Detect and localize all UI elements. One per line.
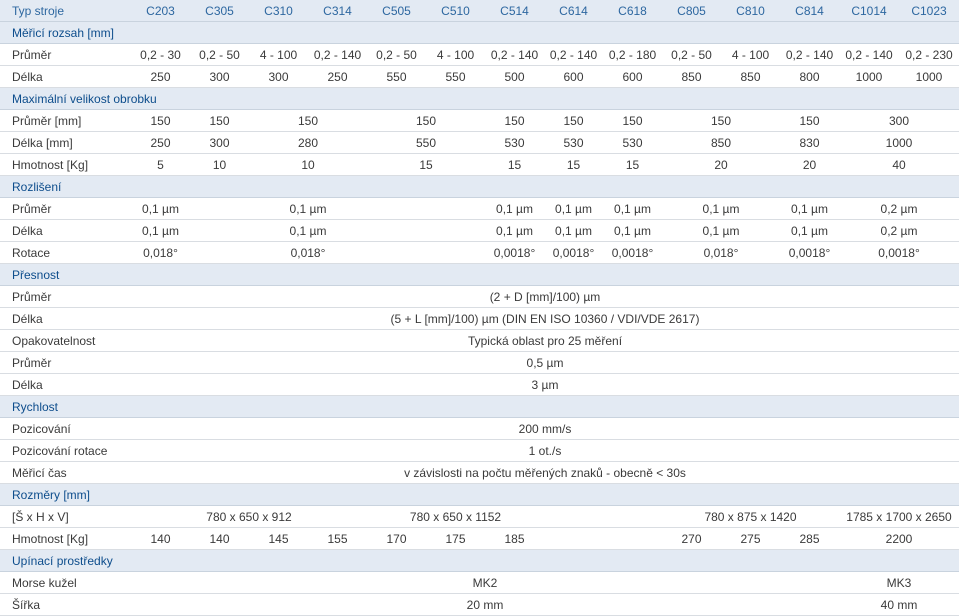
value-cell: 10 bbox=[190, 154, 249, 176]
value-cell: 185 bbox=[485, 528, 544, 550]
value-cell: 1 ot./s bbox=[131, 440, 959, 462]
value-cell: 0,5 µm bbox=[131, 352, 959, 374]
value-cell: 145 bbox=[249, 528, 308, 550]
value-cell: 200 mm/s bbox=[131, 418, 959, 440]
value-cell: 0,1 µm bbox=[249, 220, 367, 242]
value-cell: 850 bbox=[662, 66, 721, 88]
header-model-c514: C514 bbox=[485, 0, 544, 22]
value-cell: 850 bbox=[721, 66, 780, 88]
empty-cell bbox=[367, 198, 485, 220]
table-row-pozicovani bbox=[0, 418, 959, 440]
value-cell: 150 bbox=[190, 110, 249, 132]
value-cell: 155 bbox=[308, 528, 367, 550]
value-cell: 40 mm bbox=[839, 594, 959, 616]
value-cell: 20 mm bbox=[131, 594, 839, 616]
value-cell: 4 - 100 bbox=[249, 44, 308, 66]
value-cell: 150 bbox=[603, 110, 662, 132]
value-cell: 1785 x 1700 x 2650 bbox=[839, 506, 959, 528]
value-cell: 0,2 - 180 bbox=[603, 44, 662, 66]
value-cell: 0,2 - 140 bbox=[308, 44, 367, 66]
value-cell: 0,1 µm bbox=[603, 198, 662, 220]
table-row-prumer bbox=[0, 44, 959, 66]
table-row-opakovatelnost bbox=[0, 330, 959, 352]
value-cell: 140 bbox=[190, 528, 249, 550]
value-cell: 15 bbox=[603, 154, 662, 176]
header-model-c505: C505 bbox=[367, 0, 426, 22]
value-cell: 5 bbox=[131, 154, 190, 176]
value-cell: 3 µm bbox=[131, 374, 959, 396]
row-label: Opakovatelnost bbox=[0, 330, 131, 352]
header-model-c203: C203 bbox=[131, 0, 190, 22]
value-cell: v závislosti na počtu měřených znaků - obecně < 30s bbox=[131, 462, 959, 484]
section-row-rozliseni bbox=[0, 176, 959, 198]
row-label: Šířka bbox=[0, 594, 131, 616]
row-label: Délka bbox=[0, 66, 131, 88]
header-model-c314: C314 bbox=[308, 0, 367, 22]
header-machine-type: Typ stroje bbox=[0, 0, 131, 22]
table-row-delka-mm bbox=[0, 132, 959, 154]
table-row-rotace bbox=[0, 242, 959, 264]
table-row-delka bbox=[0, 374, 959, 396]
value-cell: 250 bbox=[131, 66, 190, 88]
value-cell: 600 bbox=[603, 66, 662, 88]
table-row-prumer-mm bbox=[0, 110, 959, 132]
section-row-merici-rozsah-mm bbox=[0, 22, 959, 44]
empty-cell bbox=[544, 528, 603, 550]
value-cell: 1000 bbox=[899, 66, 959, 88]
value-cell: 300 bbox=[190, 132, 249, 154]
value-cell: 270 bbox=[662, 528, 721, 550]
value-cell: MK3 bbox=[839, 572, 959, 594]
value-cell: 150 bbox=[249, 110, 367, 132]
value-cell: 280 bbox=[249, 132, 367, 154]
value-cell: 0,2 µm bbox=[839, 220, 959, 242]
value-cell: 0,018° bbox=[249, 242, 367, 264]
header-model-c305: C305 bbox=[190, 0, 249, 22]
empty-cell bbox=[603, 528, 662, 550]
table-row-morse-kuzel bbox=[0, 572, 959, 594]
value-cell: 0,1 µm bbox=[780, 220, 839, 242]
value-cell: 1000 bbox=[839, 132, 959, 154]
section-title: Rozměry [mm] bbox=[0, 484, 959, 506]
header-model-c810: C810 bbox=[721, 0, 780, 22]
value-cell: 10 bbox=[249, 154, 367, 176]
value-cell: 600 bbox=[544, 66, 603, 88]
value-cell: 285 bbox=[780, 528, 839, 550]
table-row-hmotnost-kg bbox=[0, 528, 959, 550]
row-label: Hmotnost [Kg] bbox=[0, 528, 131, 550]
value-cell: 0,2 - 140 bbox=[485, 44, 544, 66]
value-cell: 250 bbox=[131, 132, 190, 154]
section-title: Rychlost bbox=[0, 396, 959, 418]
row-label: Délka bbox=[0, 374, 131, 396]
section-title: Měřicí rozsah [mm] bbox=[0, 22, 959, 44]
value-cell: 0,2 - 230 bbox=[899, 44, 959, 66]
value-cell: 0,2 - 50 bbox=[662, 44, 721, 66]
value-cell: 0,2 - 140 bbox=[780, 44, 839, 66]
value-cell: 0,1 µm bbox=[131, 198, 190, 220]
value-cell: 550 bbox=[367, 132, 485, 154]
value-cell: (5 + L [mm]/100) µm (DIN EN ISO 10360 / VDI/VDE 2617) bbox=[131, 308, 959, 330]
value-cell: 150 bbox=[485, 110, 544, 132]
value-cell: 20 bbox=[662, 154, 780, 176]
value-cell: 0,1 µm bbox=[662, 220, 780, 242]
section-row-upinaci-prostredky bbox=[0, 550, 959, 572]
row-label: Průměr bbox=[0, 44, 131, 66]
row-label: Průměr bbox=[0, 198, 131, 220]
empty-cell bbox=[367, 242, 485, 264]
value-cell: 0,2 µm bbox=[839, 198, 959, 220]
value-cell: 550 bbox=[426, 66, 485, 88]
row-label: Průměr bbox=[0, 286, 131, 308]
row-label: Pozicování bbox=[0, 418, 131, 440]
value-cell: 1000 bbox=[839, 66, 899, 88]
value-cell: 2200 bbox=[839, 528, 959, 550]
value-cell: 500 bbox=[485, 66, 544, 88]
value-cell: 0,2 - 140 bbox=[839, 44, 899, 66]
value-cell: 0,1 µm bbox=[131, 220, 190, 242]
table-row-prumer bbox=[0, 286, 959, 308]
table-row-hmotnost-kg bbox=[0, 154, 959, 176]
value-cell: 800 bbox=[780, 66, 839, 88]
value-cell: 0,018° bbox=[662, 242, 780, 264]
value-cell: 15 bbox=[367, 154, 485, 176]
value-cell: 300 bbox=[249, 66, 308, 88]
value-cell: 530 bbox=[485, 132, 544, 154]
row-label: Průměr bbox=[0, 352, 131, 374]
header-model-c805: C805 bbox=[662, 0, 721, 22]
value-cell: 0,2 - 50 bbox=[367, 44, 426, 66]
value-cell: 780 x 875 x 1420 bbox=[662, 506, 839, 528]
value-cell: 150 bbox=[662, 110, 780, 132]
value-cell: 15 bbox=[485, 154, 544, 176]
value-cell: 0,1 µm bbox=[780, 198, 839, 220]
value-cell: 830 bbox=[780, 132, 839, 154]
value-cell: 40 bbox=[839, 154, 959, 176]
value-cell: 0,1 µm bbox=[662, 198, 780, 220]
value-cell: 150 bbox=[131, 110, 190, 132]
table-row-merici-cas bbox=[0, 462, 959, 484]
row-label: Délka [mm] bbox=[0, 132, 131, 154]
header-row bbox=[0, 0, 959, 22]
section-title: Upínací prostředky bbox=[0, 550, 959, 572]
empty-cell bbox=[190, 242, 249, 264]
header-model-c614: C614 bbox=[544, 0, 603, 22]
value-cell: 780 x 650 x 1152 bbox=[367, 506, 544, 528]
value-cell: 0,1 µm bbox=[544, 220, 603, 242]
table-row-delka bbox=[0, 66, 959, 88]
value-cell: 300 bbox=[839, 110, 959, 132]
value-cell: 530 bbox=[603, 132, 662, 154]
value-cell: (2 + D [mm]/100) µm bbox=[131, 286, 959, 308]
value-cell: 0,1 µm bbox=[485, 220, 544, 242]
value-cell: 300 bbox=[190, 66, 249, 88]
table-row-delka bbox=[0, 308, 959, 330]
section-title: Maximální velikost obrobku bbox=[0, 88, 959, 110]
table-row-prumer bbox=[0, 352, 959, 374]
header-model-c1014: C1014 bbox=[839, 0, 899, 22]
table-row-s-x-h-x-v bbox=[0, 506, 959, 528]
value-cell: 0,018° bbox=[131, 242, 190, 264]
value-cell: 150 bbox=[780, 110, 839, 132]
value-cell: 530 bbox=[544, 132, 603, 154]
value-cell: MK2 bbox=[131, 572, 839, 594]
empty-cell bbox=[190, 220, 249, 242]
value-cell: 0,0018° bbox=[603, 242, 662, 264]
table-row-prumer bbox=[0, 198, 959, 220]
section-row-maximalni-velikost-obrobku bbox=[0, 88, 959, 110]
header-model-c814: C814 bbox=[780, 0, 839, 22]
row-label: Pozicování rotace bbox=[0, 440, 131, 462]
section-title: Přesnost bbox=[0, 264, 959, 286]
value-cell: 0,0018° bbox=[544, 242, 603, 264]
empty-cell bbox=[544, 506, 662, 528]
empty-cell bbox=[190, 198, 249, 220]
section-row-rychlost bbox=[0, 396, 959, 418]
table-row-sirka bbox=[0, 594, 959, 616]
value-cell: 170 bbox=[367, 528, 426, 550]
value-cell: 0,1 µm bbox=[485, 198, 544, 220]
value-cell: 850 bbox=[662, 132, 780, 154]
value-cell: 15 bbox=[544, 154, 603, 176]
value-cell: Typická oblast pro 25 měření bbox=[131, 330, 959, 352]
value-cell: 150 bbox=[544, 110, 603, 132]
row-label: Průměr [mm] bbox=[0, 110, 131, 132]
value-cell: 550 bbox=[367, 66, 426, 88]
value-cell: 0,2 - 30 bbox=[131, 44, 190, 66]
value-cell: 20 bbox=[780, 154, 839, 176]
table-row-delka bbox=[0, 220, 959, 242]
value-cell: 4 - 100 bbox=[721, 44, 780, 66]
value-cell: 0,0018° bbox=[485, 242, 544, 264]
header-model-c510: C510 bbox=[426, 0, 485, 22]
value-cell: 4 - 100 bbox=[426, 44, 485, 66]
value-cell: 780 x 650 x 912 bbox=[131, 506, 367, 528]
header-model-c1023: C1023 bbox=[899, 0, 959, 22]
value-cell: 250 bbox=[308, 66, 367, 88]
empty-cell bbox=[367, 220, 485, 242]
row-label: Délka bbox=[0, 308, 131, 330]
row-label: Rotace bbox=[0, 242, 131, 264]
value-cell: 275 bbox=[721, 528, 780, 550]
row-label: Měřicí čas bbox=[0, 462, 131, 484]
row-label: [Š x H x V] bbox=[0, 506, 131, 528]
value-cell: 0,2 - 50 bbox=[190, 44, 249, 66]
value-cell: 150 bbox=[367, 110, 485, 132]
row-label: Morse kužel bbox=[0, 572, 131, 594]
value-cell: 0,1 µm bbox=[249, 198, 367, 220]
header-model-c618: C618 bbox=[603, 0, 662, 22]
row-label: Délka bbox=[0, 220, 131, 242]
table-row-pozicovani-rotace bbox=[0, 440, 959, 462]
value-cell: 175 bbox=[426, 528, 485, 550]
section-title: Rozlišení bbox=[0, 176, 959, 198]
row-label: Hmotnost [Kg] bbox=[0, 154, 131, 176]
value-cell: 140 bbox=[131, 528, 190, 550]
value-cell: 0,1 µm bbox=[603, 220, 662, 242]
section-row-rozmery-mm bbox=[0, 484, 959, 506]
header-model-c310: C310 bbox=[249, 0, 308, 22]
value-cell: 0,2 - 140 bbox=[544, 44, 603, 66]
value-cell: 0,0018° bbox=[839, 242, 959, 264]
value-cell: 0,0018° bbox=[780, 242, 839, 264]
section-row-presnost bbox=[0, 264, 959, 286]
value-cell: 0,1 µm bbox=[544, 198, 603, 220]
